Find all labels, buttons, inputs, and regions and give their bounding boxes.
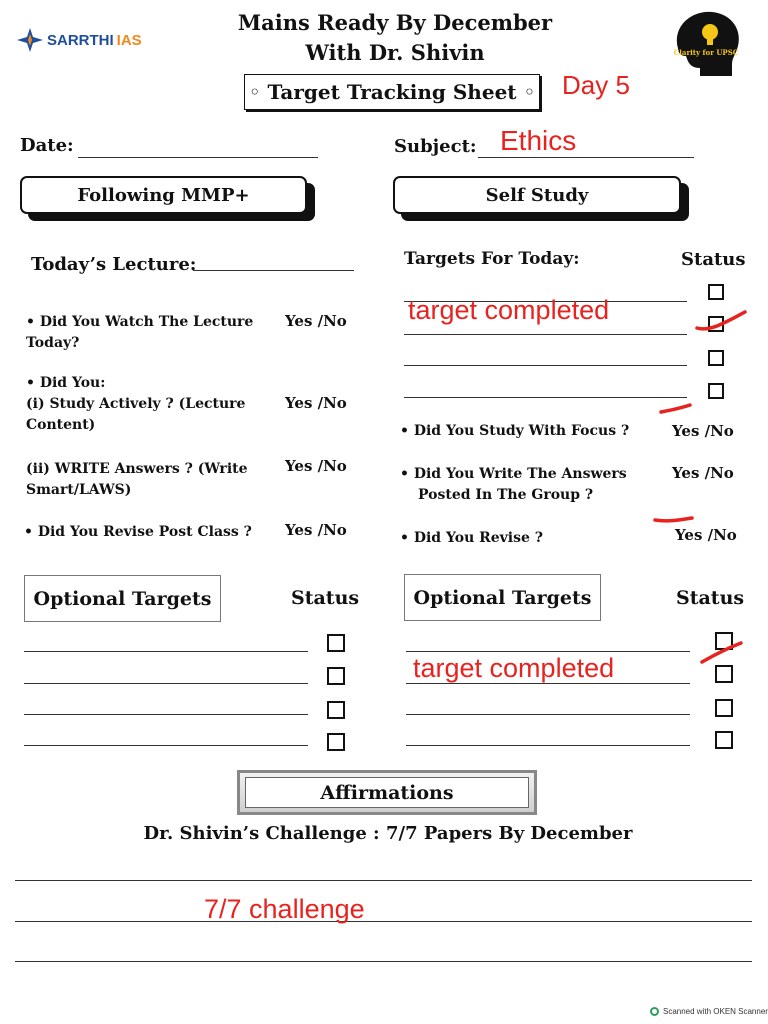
- tick-mark: [661, 405, 690, 412]
- page-title-line1: Mains Ready By December: [237, 10, 553, 35]
- question-revise-text: Did You Revise ?: [413, 530, 543, 546]
- affirmations-frame: [237, 770, 537, 815]
- answer-study-actively[interactable]: Yes /No: [285, 394, 347, 412]
- affirmation-line: [15, 921, 752, 922]
- challenge-text: Dr. Shivin’s Challenge : 7/7 Papers By December: [143, 823, 633, 844]
- answer-revise-post-class[interactable]: Yes /No: [285, 521, 347, 539]
- handwritten-target-1: target completed: [408, 295, 610, 325]
- question-study-focus-text: Did You Study With Focus ?: [413, 423, 630, 439]
- affirmation-line: [15, 961, 752, 962]
- question-write-posted-text: Did You Write The Answers Posted In The Group ?: [413, 466, 627, 503]
- logo-text: SARRTHI: [47, 31, 114, 49]
- status-label-targets: Status: [681, 249, 746, 270]
- handwritten-optional-target-1: target completed: [413, 653, 615, 683]
- question-revise-post-class: • Did You Revise Post Class ?: [24, 524, 252, 540]
- affirmations-heading: Affirmations: [245, 777, 529, 808]
- question-write-posted: • Did You Write The Answers Posted In The Group ?: [400, 466, 627, 503]
- tick-mark: [697, 312, 745, 329]
- handwritten-day: Day 5: [562, 70, 630, 100]
- answer-revise[interactable]: Yes /No: [675, 526, 737, 544]
- optional-targets-heading-right: Optional Targets: [404, 574, 601, 621]
- scanner-text: Scanned with OKEN Scanner: [663, 1007, 768, 1016]
- handwritten-affirmation: 7/7 challenge: [204, 894, 365, 924]
- badge-text: Clarity for UPSC: [673, 48, 739, 57]
- page-title-line2: With Dr. Shivin: [305, 40, 485, 65]
- scanner-logo-icon: [650, 1007, 659, 1016]
- scanner-footer: [650, 1007, 768, 1016]
- status-label-optional-right: Status: [676, 587, 745, 609]
- date-label: Date:: [20, 135, 74, 156]
- question-study-actively: • Did You: (i) Study Actively ? (Lecture Content): [26, 375, 246, 433]
- question-study-focus: • Did You Study With Focus ?: [400, 423, 630, 439]
- status-label-optional-left: Status: [291, 587, 360, 609]
- answer-write-answers[interactable]: Yes /No: [285, 457, 347, 475]
- tick-mark: [655, 518, 692, 521]
- tick-mark: [702, 643, 741, 662]
- subject-label: Subject:: [394, 136, 477, 157]
- heading-following-mmp: Following MMP+: [20, 176, 307, 214]
- question-watch-lecture: • Did You Watch The Lecture Today?: [26, 314, 254, 351]
- lecture-label: Today’s Lecture:: [31, 254, 197, 275]
- affirmation-line: [15, 880, 752, 881]
- question-revise: • Did You Revise ?: [400, 530, 543, 546]
- handwritten-subject: Ethics: [500, 125, 577, 156]
- sheet-title: ◦ Target Tracking Sheet ◦: [244, 74, 540, 110]
- question-write-answers: (ii) WRITE Answers ? (Write Smart/LAWS): [26, 461, 248, 498]
- logo-text-ias: IAS: [116, 31, 142, 49]
- targets-label: Targets For Today:: [404, 249, 580, 269]
- heading-self-study: Self Study: [393, 176, 681, 214]
- answer-watch-lecture[interactable]: Yes /No: [285, 312, 347, 330]
- optional-targets-heading: Optional Targets: [24, 575, 221, 622]
- answer-write-posted[interactable]: Yes /No: [672, 464, 734, 482]
- answer-study-focus[interactable]: Yes /No: [672, 422, 734, 440]
